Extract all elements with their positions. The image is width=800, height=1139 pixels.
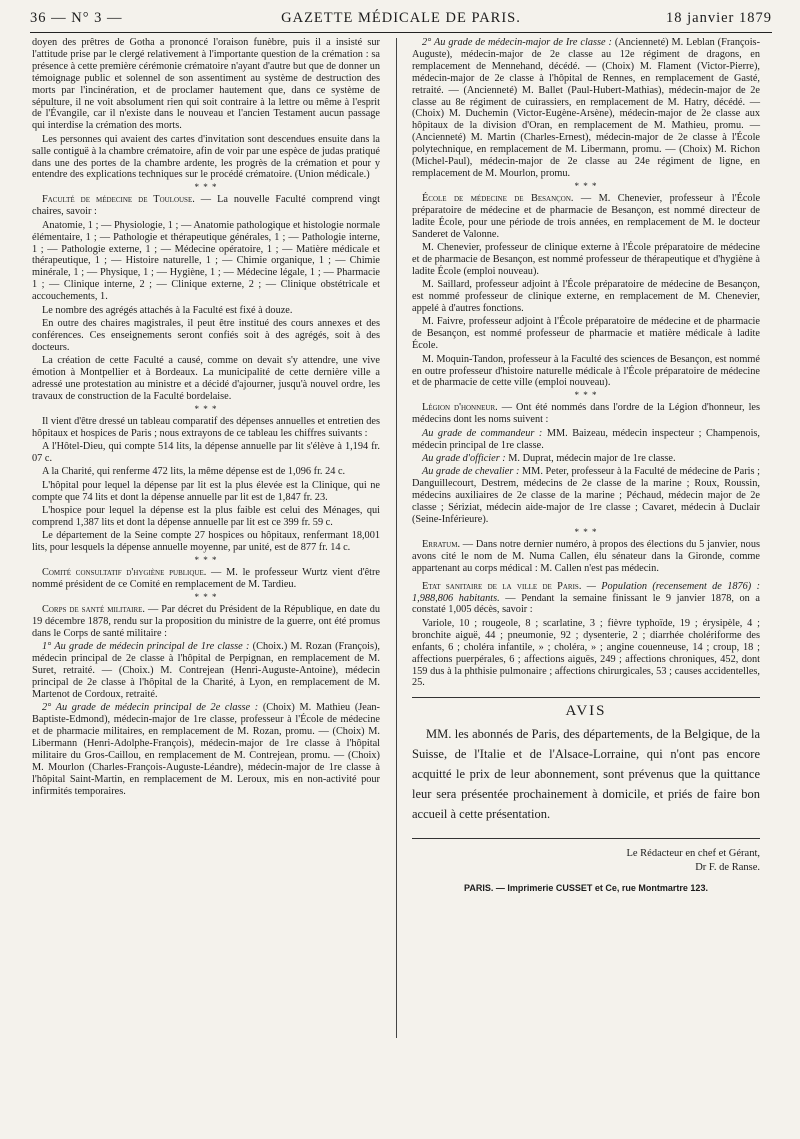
toulouse-intro: — La nouvelle Faculté comprend vingt chaires, savoir : (32, 194, 380, 218)
etat-population: — Population (recensement de 1876) : 1,988,806 habitants. (412, 580, 761, 604)
toulouse-section (32, 194, 380, 218)
page-number: 36 — N° 3 — (30, 10, 123, 26)
corps-text: — Par décret du Président de la République, en date du 19 décembre 1878, rendu sur la proposition du ministre de la guerre, ont été promus dans le Corps de santé militaire : (32, 604, 381, 639)
avis-title: AVIS (565, 703, 607, 720)
toulouse-agreges: Le nombre des agrégés attachés à la Faculté est fixé à douze. (42, 304, 293, 316)
erratum-section (412, 539, 760, 575)
legion-section (412, 402, 760, 426)
comite-text: — M. le professeur Wurtz vient d'être nommé président de ce Comité en remplacement de M. Tardieu. (32, 567, 380, 591)
besancon-text: — M. Chenevier, professeur à l'École préparatoire de médecine et de pharmacie de Besançon, est nommé directeur de ladite École, pour une période de trois années, en remplacement de M. le docteur Sanderet de Valonne. (412, 192, 761, 240)
toulouse-creation: La création de cette Faculté a causé, comme on devait s'y attendre, une vive émotion à Montpellier et à Bordeaux. La municipalité de cette dernière ville a adressé une protestation au ministre et a décidé d'ajourner, jusqu'à nouvel ordre, les travaux de construction de la Faculté bordelaise. (32, 355, 380, 402)
cremation-paragraph-2: Les personnes qui avaient des cartes d'invitation sont descendues ensuite dans la salle contiguë à la chambre crématoire, afin de voir par une espèce de judas pratiqué dans une des portes de la chambre ardente, les progrès de la crémation et pour y entendre des explications techniques sur le procédé crématoire. (Union médicale.) (32, 133, 380, 181)
section-separator: * * * (574, 526, 598, 537)
legion-heading: Légion d'honneur. (422, 402, 498, 414)
etat-section (412, 581, 760, 617)
right-column (412, 37, 760, 895)
chenevier: M. Chenevier, professeur de clinique externe à l'École préparatoire de médecine et de pharmacie de Besançon, est nommé professeur de thérapeutique et d'hygiène à ladite École (emploi nouveau). (412, 242, 760, 277)
hotel-dieu: A l'Hôtel-Dieu, qui compte 514 lits, la dépense annuelle par lit s'élève à 1,194 fr. 07 c. (32, 441, 380, 464)
moquin-tandon: M. Moquin-Tandon, professeur à la Faculté des sciences de Besançon, est nommé en outre professeur d'histoire naturelle médicale à l'École préparatoire de médecine et de pharmacie de cette ville (emploi nouveau). (412, 353, 760, 389)
signature-name: Dr F. de Ranse. (695, 862, 760, 874)
menages: L'hospice pour lequel la dépense est la plus faible est celui des Ménages, qui comprend 1,387 lits et dont la dépense annuelle par lit est ce 399 fr. 59 c. (32, 505, 380, 529)
column-divider (396, 38, 397, 1038)
promotion-1-text: (Choix.) M. Rozan (François), médecin principal de 2e classe à l'hôpital de Perpignan, en remplacement de M. Suret, retraité. — (Choix.) M. Contrejean (Henri-Auguste-Antoine), médecin principal de 2e classe à l'hôpital de la Charité, à Lyon, en remplacement de M. Martenot de Cordoux, retraité. (32, 641, 380, 700)
besancon-section (412, 193, 760, 241)
charite: A la Charité, qui renferme 472 lits, la même dépense est de 1,096 fr. 24 c. (42, 466, 346, 478)
commandeur-grade: Au grade de commandeur : (422, 427, 543, 439)
faivre: M. Faivre, professeur adjoint à l'École préparatoire de médecine et de pharmacie de Besançon, est nommé professeur de pharmacie et matière médicale à ladite École. (412, 316, 760, 352)
promotion-3 (412, 37, 760, 180)
promotion-1 (32, 641, 380, 701)
left-column (32, 37, 380, 799)
promotion-2-grade: 2° Au grade de médecin principal de 2e classe : (42, 702, 259, 714)
causes-of-death: Variole, 10 ; rougeole, 8 ; scarlatine, 3 ; fièvre typhoïde, 19 ; érysipèle, 4 ; bronchite aiguë, 44 ; pneumonie, 92 ; dysenterie, 2 ; diarrhée cholériforme des enfants, 6 ; choléra infantile, » ; choléra, » ; angine couenneuse, 14 ; croup, 18 ; affections puerpérales, 6 ; affections aiguës, 249 ; affections chroniques, 452, dont 159 dus à la phthisie pulmonaire ; affections chirurgicales, 53 ; causes accidentelles, 25. (412, 617, 760, 689)
promotion-2 (32, 702, 380, 797)
commandeur-text: MM. Baizeau, médecin inspecteur ; Champenois, médecin principal de 1re classe. (412, 427, 761, 451)
journal-title: GAZETTE MÉDICALE DE PARIS. (281, 10, 521, 26)
officier-grade: Au grade d'officier : (422, 453, 506, 464)
chevalier-text: MM. Peter, professeur à la Faculté de médecine de Paris ; Danguillecourt, Destrem, médecins de 2e classe de la marine ; Roux, Roussin, médecins auxiliaires de 2e classe de la marine ; Péchaud, médecin major de 2e classe ; Sériziat, médecin aide-major de 1re classe ; Cavaret, médecin à Duclair (Seine-Inférieure). (412, 466, 760, 526)
chevalier-grade: Au grade de chevalier : (422, 466, 520, 478)
corps-heading: Corps de santé militaire. (42, 604, 146, 616)
saillard: M. Saillard, professeur adjoint à l'École préparatoire de médecine de Besançon, est nommé professeur de clinique externe, en remplacement de M. Chenevier, appelé à d'autres fonctions. (412, 279, 760, 315)
signature-block (412, 838, 760, 875)
printer-line: PARIS. — Imprimerie CUSSET et Ce, rue Montmartre 123. (464, 883, 708, 894)
seine: Le département de la Seine compte 27 hospices ou hôpitaux, renfermant 18,001 lits, pour lesquels la dépense annuelle moyenne, par unité, est de 877 fr. 14 c. (32, 530, 380, 554)
erratum-text: — Dans notre dernier numéro, à propos des élections du 5 janvier, nous avons cité le nom de M. Numa Callen, élu sénateur dans la Gironde, comme appartenant au corps médical : M. Callen n'est pas médecin. (412, 538, 760, 574)
toulouse-heading: Faculté de médecine de Toulouse. (42, 194, 195, 206)
erratum-heading: Erratum. (422, 538, 461, 550)
promotion-1-grade: 1° Au grade de médecin principal de 1re classe : (42, 641, 250, 653)
etat-heading: Etat sanitaire de la ville de Paris. (422, 580, 582, 592)
section-separator: * * * (194, 182, 218, 193)
section-separator: * * * (574, 180, 598, 191)
toulouse-chairs: Anatomie, 1 ; — Physiologie, 1 ; — Anatomie pathologique et histologie normale élémentaire, 1 ; — Pathologie et thérapeutique générales, 1 ; — Pathologie interne, 1 ; — Pathologie externe, 1 ; — Médecine opératoire, 1 ; — Matière médicale et thérapeutique, 1 ; — Histoire naturelle, 1 ; — Chimie organique, 1 ; — Chimie minérale, 1 ; — Physique, 1 ; — Hygiène, 1 ; — Médecine légale, 1 ; — Pharmacie 1 ; — Clinique interne, 2 ; — Clinique externe, 2 ; — Clinique obstétricale et accouchements, 1. (32, 219, 380, 303)
section-separator: * * * (194, 403, 218, 414)
issue-date: 18 janvier 1879 (665, 10, 772, 26)
officier (412, 453, 760, 465)
promotion-2-text: (Choix) M. Mathieu (Jean-Baptiste-Edmond), médecin-major de 1re classe, professeur à l'École de médecine et de pharmacie militaires, en remplacement de M. Rozan, promu. — (Choix) M. Libermann (Henri-Adolphe-François), médecin-major de 1re classe à l'hôpital militaire du Gros-Caillou, en remplacement de M. Contrejean, promu. — (Choix) M. Mourlon (Charles-François-Auguste-Léandre), médecin-major de 1re classe à l'hôpital Saint-Martin, en remplacement de M. Leroux, mis en non-activité pour infirmités temporaires. (32, 702, 380, 797)
section-separator: * * * (574, 390, 598, 401)
comite-section (32, 567, 380, 591)
promotion-3-text: (Ancienneté) M. Leblan (François-Auguste), médecin-major de 2e classe au 12e régiment de dragons, en remplacement de Mennehand, décédé. — (Choix) M. Flament (Victor-Pierre), médecin-major de 2e classe à l'hôpital de Rennes, en remplacement de Gasté, retraité. — (Ancienneté) M. Ballet (Paul-Hubert-Mathias), médecin-major de 2e classe au 8e régiment de cuirassiers, en remplacement de M. Hatry, décédé. — (Choix) M. Duchemin (Victor-Eugène-Arsène), médecin-major de 2e classe aux hôpitaux de la division d'Oran, en remplacement de M. Mathieu, promu. — (Ancienneté) M. Martin (Charles-Ernest), médecin-major de 2e classe à l'École polytechnique, en remplacement de M. Libermann, promu. — (Choix) M. Richon (Michel-Paul), médecin-major de 2e classe au 24e régiment de ligne, en remplacement de M. Mourlon, promu. (412, 37, 760, 179)
avis-notice (412, 697, 760, 824)
comite-heading: Comité consultatif d'hygiène publique. (42, 567, 207, 579)
officier-text: M. Duprat, médecin major de 1re classe. (505, 453, 676, 464)
commandeur (412, 428, 760, 452)
toulouse-cours: En outre des chaires magistrales, il peut être institué des cours annexes et des conférences. Ces enseignements seront confiés soit à des agrégés, soit à des docteurs. (32, 317, 380, 353)
clinique: L'hôpital pour lequel la dépense par lit est la plus élevée est la Clinique, qui ne compte que 74 lits et dont la dépense annuelle par lit est de 1,847 fr. 23. (32, 479, 380, 503)
section-separator: * * * (194, 592, 218, 603)
legion-text: — Ont été nommés dans l'ordre de la Légion d'honneur, les médecins dont les noms suivent : (412, 402, 761, 426)
signature-role: Le Rédacteur en chef et Gérant, (626, 848, 760, 860)
etat-text: — Pendant la semaine finissant le 9 janvier 1878, on a constaté 1,005 décès, savoir : (412, 592, 760, 616)
promotion-3-grade: 2° Au grade de médecin-major de Ire classe : (422, 37, 612, 48)
avis-text: MM. les abonnés de Paris, des départements, de la Belgique, de la Suisse, de l'Italie et de l'Alsace-Lorraine, qui n'ont pas encore acquitté le prix de leur abonnement, sont prévenus que la quittance leur sera présentée prochainement à domicile, et priés de faire bon accueil à cette présentation. (412, 727, 760, 822)
corps-section (32, 604, 380, 640)
besancon-heading: École de médecine de Besançon. (422, 192, 574, 204)
hopitaux-intro: Il vient d'être dressé un tableau comparatif des dépenses annuelles et entretien des hôpitaux et hospices de Paris ; nous extrayons de ce tableau les chiffres suivants : (32, 415, 380, 439)
chevalier (412, 466, 760, 526)
page-header (30, 6, 772, 33)
cremation-paragraph-1: doyen des prêtres de Gotha a prononcé l'oraison funèbre, puis il a insisté sur l'attitude prise par le clergé relativement à l'importante question de la crémation : sa présence à cette première cérémonie crématoire n'ayant d'autre but que de donner un témoignage public et solennel de son assentiment au système de destruction des morts par l'incinération, et de proclamer hautement que, dans ce système de sépulture, il ne voit absolument rien qui soit contraire à la lettre ou même à l'esprit de l'Évangile, car il n'existe dans le nouveau et l'ancien Testament aucun passage qui interdise la crémation des morts. (32, 37, 380, 132)
section-separator: * * * (194, 555, 218, 566)
